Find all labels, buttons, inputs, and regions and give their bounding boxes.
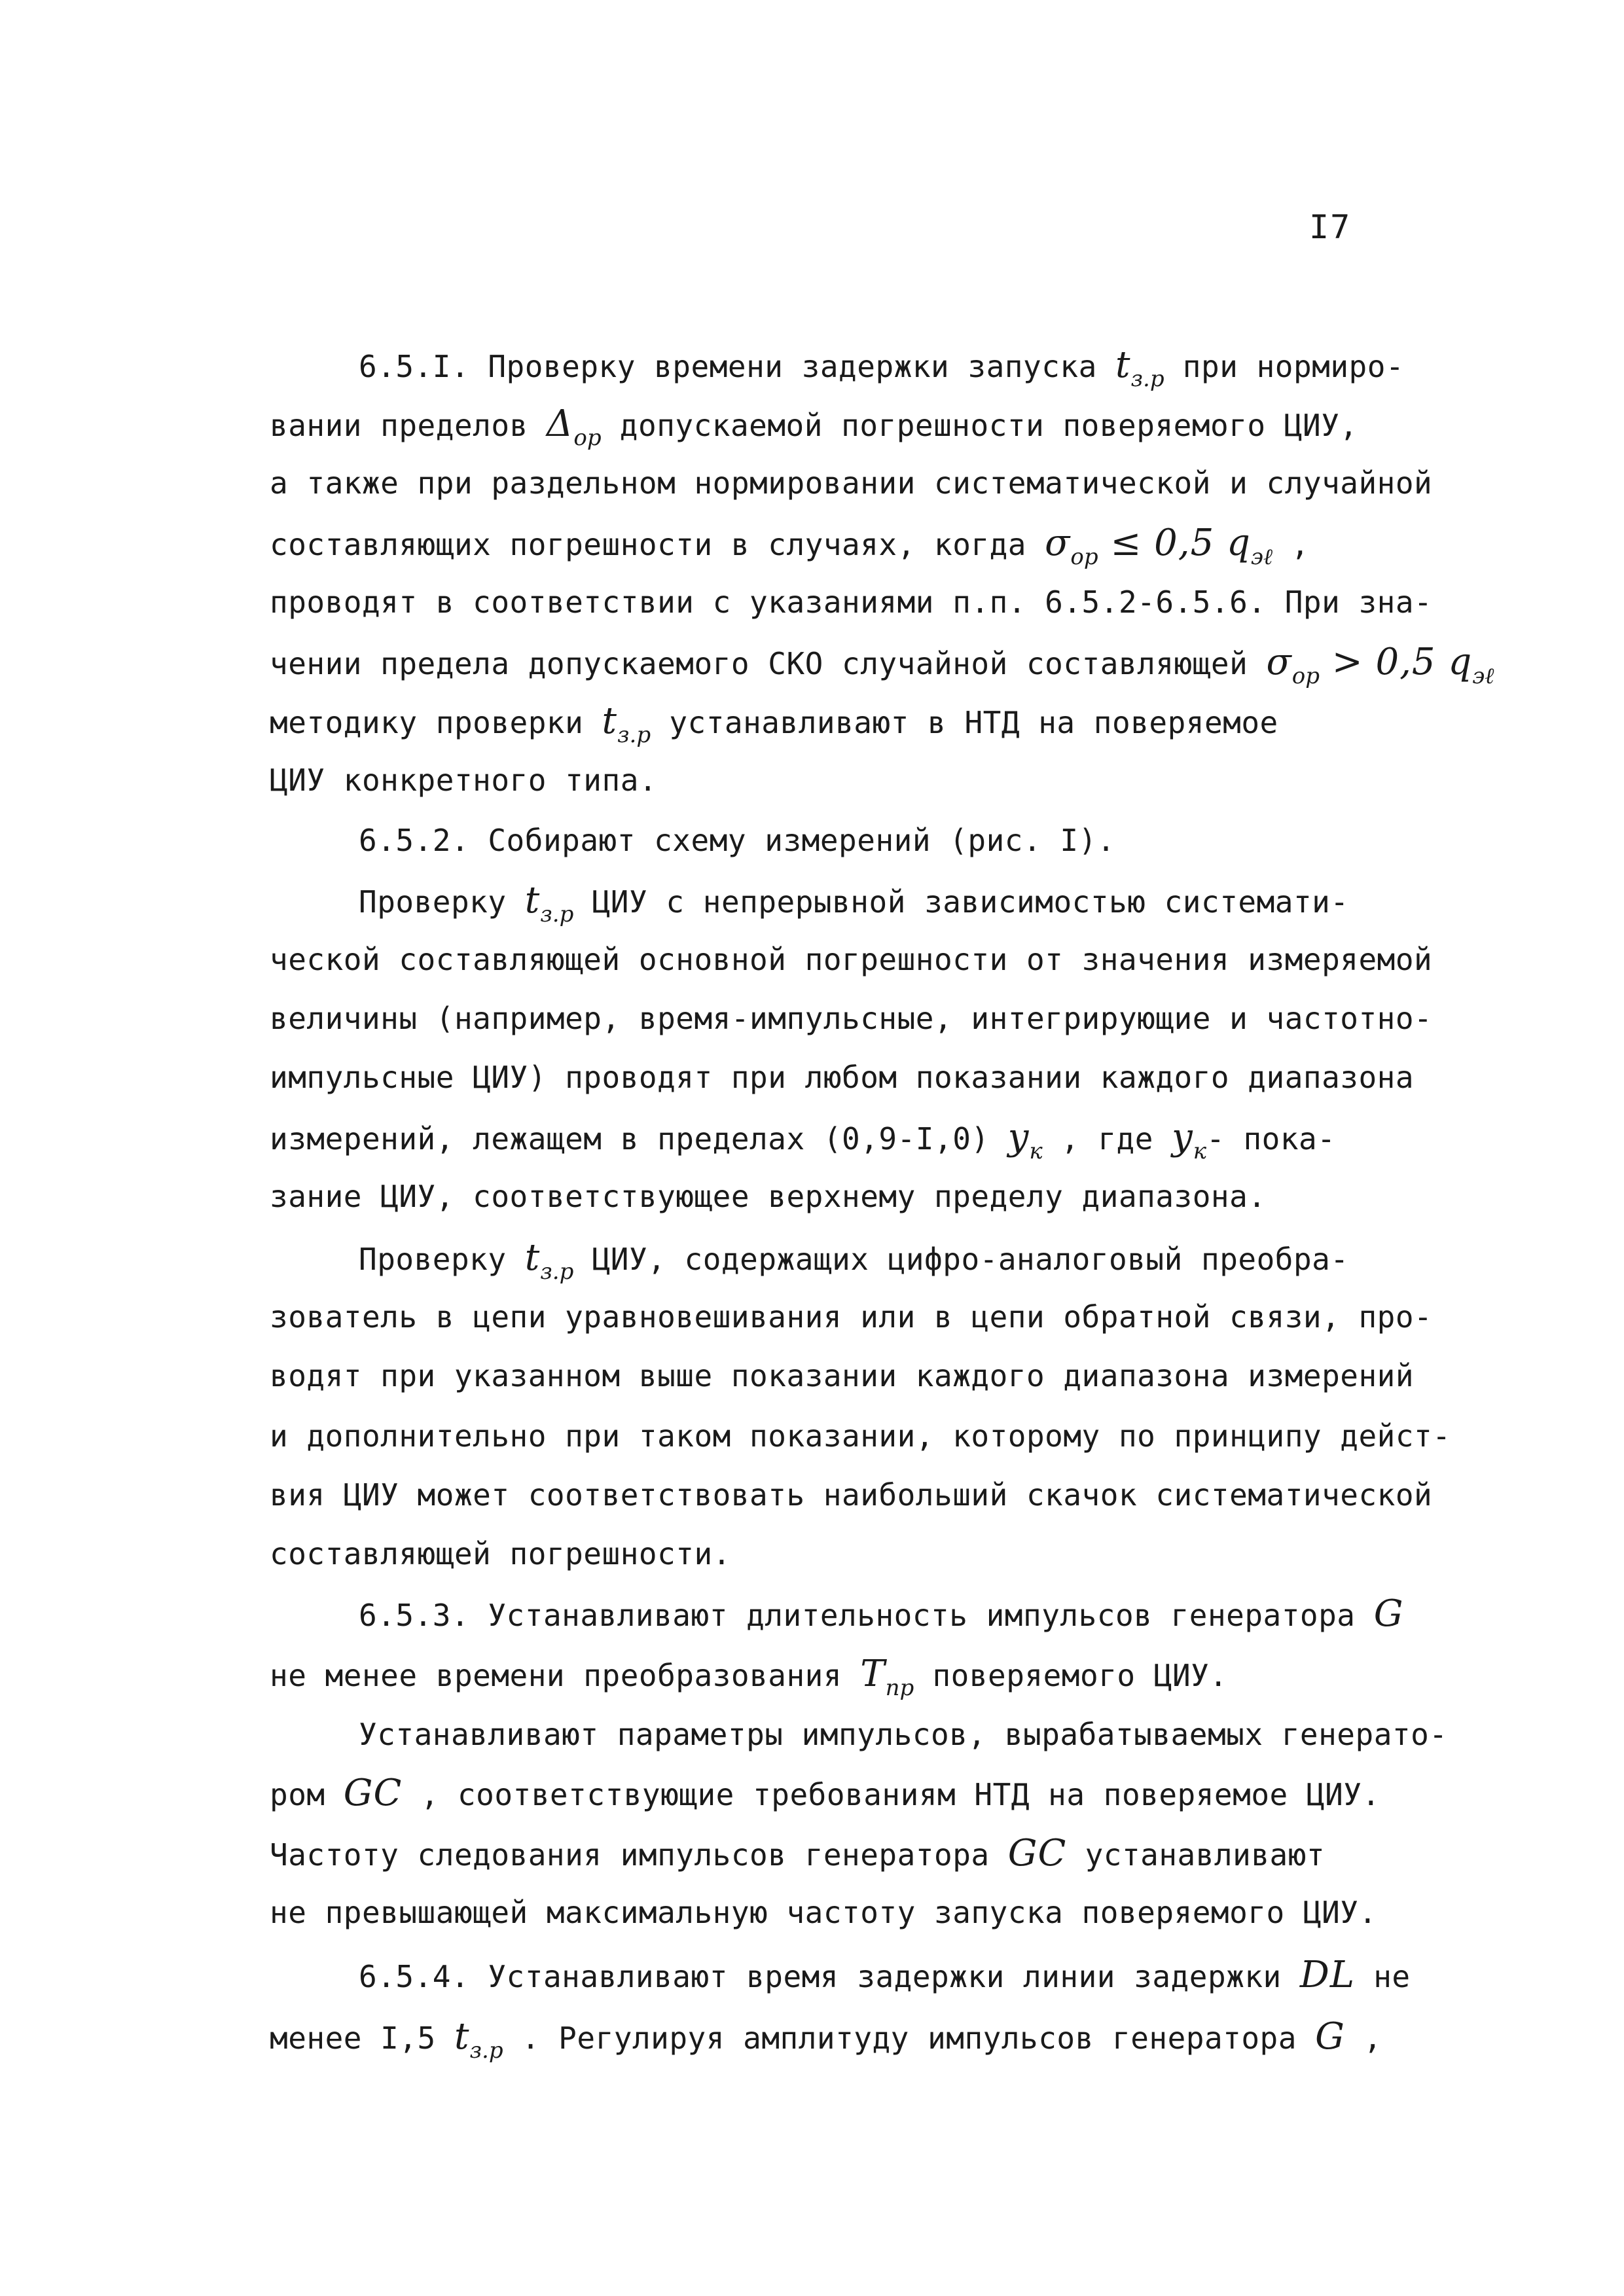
handwritten-symbol: $\sigma_{ор}$ [1045,522,1098,570]
handwritten-symbol: $t_{з.р}$ [1115,344,1164,392]
text-run: ЦИУ конкретного типа. [270,762,658,798]
handwritten-symbol: $y_к$ [1172,1116,1207,1164]
text-line [270,1893,1487,1932]
symbol-subscript: ор [573,425,602,451]
text-run: , [1344,2020,1382,2056]
text-line [270,583,1487,622]
text-line [359,821,1576,860]
text-run: Проверку [359,1242,525,1277]
handwritten-symbol: G [1373,1592,1404,1635]
text-line [359,1238,1576,1291]
handwritten-symbol: GC [1007,1832,1067,1874]
text-run: вании пределов [270,408,547,443]
text-line [270,702,1487,755]
symbol-subscript: ор [1070,544,1098,570]
handwritten-symbol: $t_{з.р}$ [524,879,574,927]
text-run: Частоту следования импульсов генератора [270,1837,1008,1873]
text-run: не менее времени преобразования [270,1658,861,1693]
text-run: водят при указанном выше показании каждого диапазона измерений [270,1358,1415,1393]
text-run: 6.5.4. Устанавливают время задержки линии задержки [359,1959,1300,1994]
text-line [270,999,1487,1038]
text-run: устанавливают в НТД на поверяемое [651,705,1278,740]
text-run: менее I,5 [270,2020,454,2056]
text-line [270,524,1487,577]
text-line [359,1956,1576,1996]
text-run: Проверку [359,884,525,920]
text-run: допускаемой погрешности поверяемого ЦИУ, [601,408,1358,443]
text-line [270,641,1494,696]
symbol-subscript: з.р [469,2037,503,2064]
text-run: Устанавливают параметры импульсов, вырабатываемых генерато- [359,1717,1448,1752]
text-line [270,1534,1487,1573]
text-run: - пока- [1206,1121,1336,1157]
text-line [270,761,1487,800]
text-run: а также при раздельном нормировании систематической и случайной [270,465,1433,501]
handwritten-symbol: GC [343,1772,403,1814]
text-line [270,940,1487,979]
text-line [270,1356,1487,1395]
text-line [270,1655,1487,1708]
handwritten-symbol: $t_{з.р}$ [602,700,651,748]
text-run: . Регулируя амплитуду импульсов генератора [503,2020,1316,2056]
text-run: 6.5.3. Устанавливают длительность импульсов генератора [359,1598,1374,1633]
handwritten-symbol: $y_к$ [1007,1116,1043,1164]
text-run: и дополнительно при таком показании, которому по принципу дейст- [270,1418,1451,1454]
text-run: поверяемого ЦИУ. [914,1658,1228,1693]
text-run: 6.5.2. Собирают схему измерений (рис. I). [359,823,1115,858]
text-run: устанавливают [1066,1837,1326,1873]
text-run: , [1272,527,1310,562]
text-line [270,2017,1487,2070]
symbol-subscript: ор [1291,663,1320,689]
text-run: импульсные ЦИУ) проводят при любом показании каждого диапазона [270,1060,1415,1095]
text-run: ческой составляющей основной погрешности от значения измеряемой [270,942,1433,977]
text-run: зователь в цепи уравновешивания или в цепи обратной связи, про- [270,1299,1433,1335]
handwritten-symbol: > 0,5 $q_{э\ell}$ [1319,641,1494,689]
handwritten-symbol: $\sigma_{ор}$ [1266,641,1320,689]
text-line [359,881,1576,934]
text-line [270,1475,1487,1515]
text-line [270,1774,1487,1814]
text-run: не превышающей максимальную частоту запуска поверяемого ЦИУ. [270,1895,1377,1930]
text-run: ЦИУ, содержащих цифро-аналоговый преобра- [573,1242,1349,1277]
text-run: проводят в соответствии с указаниями п.п. 6.5.2-6.5.6. При зна- [270,584,1433,620]
handwritten-symbol: $t_{з.р}$ [454,2015,503,2064]
text-run: ром [270,1777,344,1812]
text-run: зание ЦИУ, соответствующее верхнему пределу диапазона. [270,1179,1267,1214]
text-run: , где [1042,1121,1172,1157]
text-line [270,1058,1487,1097]
text-line [270,404,1487,457]
text-line [359,346,1576,399]
handwritten-symbol: $\Delta_{ор}$ [546,403,602,451]
symbol-subscript: з.р [540,901,574,927]
symbol-subscript: з.р [1130,366,1164,392]
handwritten-symbol: DL [1299,1954,1356,1996]
symbol-subscript: з.р [617,722,651,748]
text-line [359,1715,1576,1754]
text-run: величины (например, время-импульсные, интегрирующие и частотно- [270,1001,1433,1036]
symbol-subscript: эℓ [1472,663,1494,689]
symbol-subscript: к [1029,1138,1043,1164]
text-run: ЦИУ с непрерывной зависимостью системати- [573,884,1349,920]
text-run: составляющих погрешности в случаях, когда [270,527,1045,562]
text-run: составляющей погрешности. [270,1536,731,1571]
handwritten-symbol: ≤ 0,5 $q_{э\ell}$ [1098,522,1273,570]
text-line [270,1118,1487,1171]
text-line [270,1834,1487,1874]
text-line [359,1594,1576,1635]
text-run: 6.5.I. Проверку времени задержки запуска [359,349,1115,384]
handwritten-symbol: $T_{пр}$ [860,1653,914,1701]
text-run: вия ЦИУ может соответствовать наибольший скачок систематической [270,1477,1433,1513]
handwritten-symbol: $t_{з.р}$ [524,1236,574,1285]
text-run: , соответствующие требованиям НТД на поверяемое ЦИУ. [402,1777,1380,1812]
text-line [270,1297,1487,1336]
text-run: при нормиро- [1164,349,1405,384]
text-run: измерений, лежащем в пределах (0,9-I,0) [270,1121,1008,1157]
symbol-subscript: эℓ [1250,544,1273,570]
text-run: не [1355,1959,1411,1994]
handwritten-symbol: G [1315,2015,1345,2058]
text-run: чении предела допускаемого СКО случайной составляющей [270,646,1267,681]
page-number: I7 [1309,208,1352,246]
text-line [270,1416,1487,1456]
text-line [270,1177,1487,1216]
text-run: методику проверки [270,705,602,740]
symbol-subscript: пр [885,1675,914,1701]
symbol-subscript: к [1193,1138,1207,1164]
symbol-subscript: з.р [540,1259,574,1285]
text-line [270,463,1487,503]
